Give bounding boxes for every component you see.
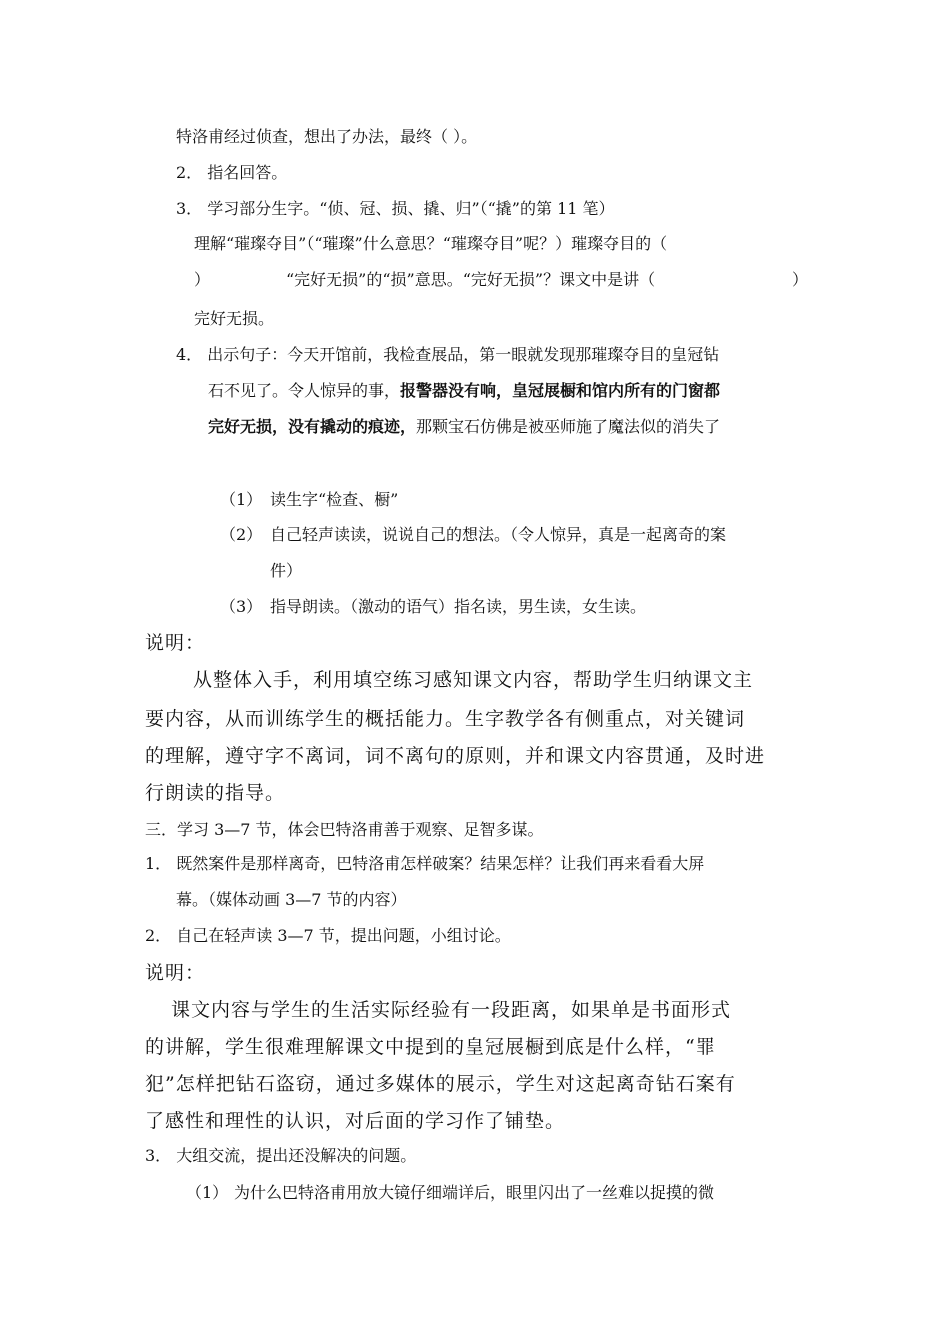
sub-item-text: 自己轻声读读，说说自己的想法。（令人惊异，真是一起离奇的案 <box>270 525 727 544</box>
text-line: 完好无损。 <box>194 309 275 328</box>
text-line: ） <box>792 270 809 289</box>
note-text: 行朗读的指导。 <box>145 782 286 804</box>
sentence-text: 那颗宝石仿佛是被巫师施了魔法似的消失了 <box>416 417 721 436</box>
sub-item-text: 指导朗读。（激动的语气）指名读，男生读，女生读。 <box>270 597 647 616</box>
sentence-text: 石不见了。令人惊异的事， <box>208 381 401 400</box>
text-line: 理解“璀璨夺目”（“璀璨”什么意思？“璀璨夺目”呢？）璀璨夺目的（ <box>194 234 668 253</box>
list-item: 3． 学习部分生字。“侦、冠、损、撬、归”（“撬”的第 11 笔） <box>176 199 615 218</box>
text-line: 幕。（媒体动画 3—7 节的内容） <box>176 890 407 909</box>
sub-item-text: 为什么巴特洛甫用放大镜仔细端详后，眼里闪出了一丝难以捉摸的微 <box>234 1183 715 1202</box>
list-item: 4． 出示句子：今天开馆前，我检查展品，第一眼就发现那璀璨夺目的皇冠钻 <box>176 345 720 364</box>
text-line: 特洛甫经过侦查，想出了办法，最终（ ）。 <box>176 127 478 146</box>
section-heading: 三．学习 3—7 节，体会巴特洛甫善于观察、足智多谋。 <box>145 820 544 839</box>
sentence-bold-text: 完好无损，没有撬动的痕迹， <box>208 417 417 436</box>
text-line <box>208 416 720 438</box>
note-text: 的讲解，学生很难理解课文中提到的皇冠展橱到底是什么样，“罪 <box>145 1036 716 1058</box>
text-line <box>208 380 720 402</box>
sub-item-number: （1） <box>186 1183 229 1202</box>
note-text: 课文内容与学生的生活实际经验有一段距离，如果单是书面形式 <box>171 999 732 1021</box>
sub-item-text: 件） <box>270 561 303 580</box>
list-item: 1． 既然案件是那样离奇，巴特洛甫怎样破案？结果怎样？让我们再来看看大屏 <box>145 854 705 873</box>
note-heading: 说明： <box>145 962 206 984</box>
note-text: 犯”怎样把钻石盗窃，通过多媒体的展示，学生对这起离奇钻石案有 <box>145 1073 736 1095</box>
list-item: 2． 自己在轻声读 3—7 节，提出问题，小组讨论。 <box>145 926 511 945</box>
note-heading: 说明： <box>145 632 206 654</box>
text-line: ） <box>194 270 211 289</box>
sub-item-number: （1） <box>220 490 263 509</box>
sentence-bold-text: 报警器没有响，皇冠展橱和馆内所有的门窗都 <box>400 381 721 400</box>
sub-item-number: （2） <box>220 525 263 544</box>
sub-item-number: （3） <box>220 597 263 616</box>
note-text: 了感性和理性的认识，对后面的学习作了铺垫。 <box>145 1110 566 1132</box>
list-item: 2． 指名回答。 <box>176 163 288 182</box>
text-line: “完好无损”的“损”意思。“完好无损”？课文中是讲（ <box>286 270 656 289</box>
note-text: 要内容，从而训练学生的概括能力。生字教学各有侧重点，对关键词 <box>145 708 746 730</box>
sub-item-text: 读生字“检查、橱” <box>270 490 399 509</box>
note-text: 从整体入手，利用填空练习感知课文内容，帮助学生归纳课文主 <box>193 669 754 691</box>
note-text: 的理解，遵守字不离词，词不离句的原则，并和课文内容贯通，及时进 <box>145 745 766 767</box>
list-item: 3． 大组交流，提出还没解决的问题。 <box>145 1146 417 1165</box>
